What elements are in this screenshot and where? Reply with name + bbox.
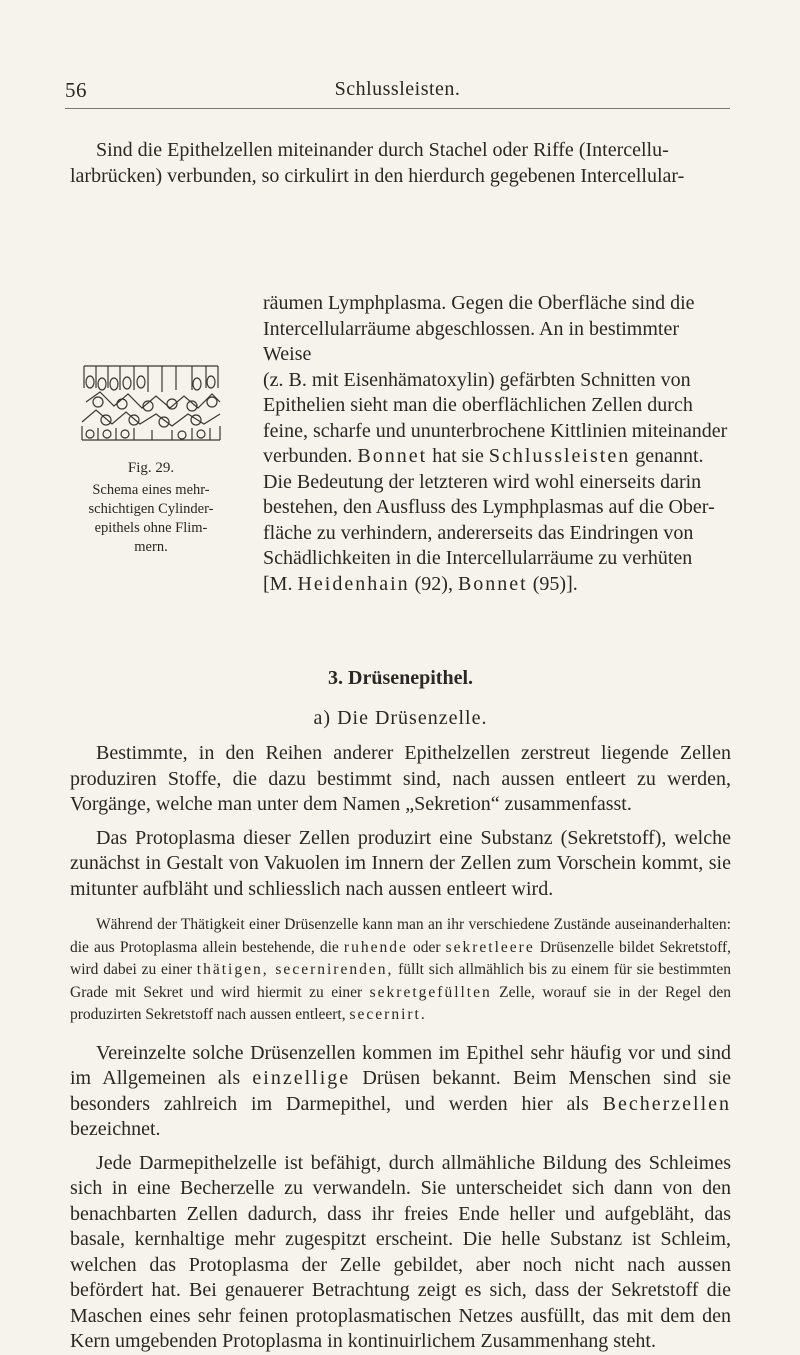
subsection-title: a) Die Drüsenzelle.	[313, 706, 488, 729]
intro-paragraph-wrapped	[263, 291, 731, 597]
page-header	[65, 78, 730, 108]
text-run: [M.	[263, 572, 298, 595]
intro-line: Sind die Epithelzellen miteinander durch Stachel oder Riffe (Intercellu-	[96, 139, 669, 161]
emphasis: Becherzellen	[602, 1092, 731, 1115]
figure-caption-line: schichtigen Cylinder-	[88, 501, 214, 517]
text-run: füllt sich allmählich bis zu einem für sie bestimmten Grade mit Sekret und wird hiermit zu einer	[70, 961, 731, 1001]
running-head: Schlussleisten.	[334, 78, 461, 100]
text-run: Zelle, worauf sie in der Regel den produzirten Sekretstoff nach aussen entleert,	[70, 983, 731, 1023]
emphasis: einzellige	[252, 1067, 351, 1089]
author-name: Heidenhain	[297, 572, 410, 595]
text-run: Während der Thätigkeit einer Drüsenzelle kann man an ihr verschiedene Zustände auseinanderhalten: die aus Protoplasma allein bestehende, die	[70, 916, 731, 956]
text-run: verbunden.	[263, 445, 358, 467]
figure-caption	[76, 481, 226, 557]
small-print-paragraph	[70, 914, 731, 1027]
intro-paragraph-top	[70, 138, 731, 189]
body-paragraph: Das Protoplasma dieser Zellen produzirt eine Substanz (Sekretstoff), welche zunächst in Gestalt von Vakuolen im Innern der Zellen zum Vorschein kommt, sie mitunter aufbläht und schliesslich nach aussen entleert wird.	[70, 826, 731, 900]
text-run: Drüsenzelle bildet Sekretstoff, wird dabei zu einer	[70, 938, 732, 978]
intro-line: Intercellularräume abgeschlossen. An in bestimmter Weise	[263, 317, 679, 365]
emphasis: sekretgefüllten	[369, 983, 492, 1001]
text-run: oder	[407, 938, 446, 956]
body-paragraph: Bestimmte, in den Reihen anderer Epithelzellen zerstreut liegende Zellen produziren Stoffe, die dazu bestimmt sind, nach aussen entleert zu werden, Vorgänge, welche man unter dem Namen „Sekretion“ zusammenfasst.	[70, 742, 731, 815]
intro-line: feine, scharfe und ununterbrochene Kittlinien miteinander	[263, 419, 728, 442]
author-name: Bonnet	[357, 445, 428, 467]
text-run: (92),	[409, 572, 458, 595]
author-name: Bonnet	[457, 572, 528, 595]
text-run: Drüsen bekannt. Beim Menschen sind sie besonders zahlreich im Darmepithel, und werden hier als	[70, 1067, 731, 1115]
header-rule	[65, 108, 730, 109]
intro-line	[263, 572, 731, 598]
figure-caption-line: mern.	[134, 539, 168, 555]
emphasis: secernirt.	[349, 1006, 427, 1023]
intro-line	[263, 444, 731, 470]
text-run: bezeichnet.	[70, 1118, 161, 1140]
text-run: genannt.	[630, 445, 704, 467]
intro-line: (z. B. mit Eisenhämatoxylin) gefärbten Schnitten von	[263, 368, 691, 391]
figure-caption-line: Schema eines mehr-	[92, 482, 210, 498]
epithelium-schema-illustration	[76, 362, 226, 454]
body-paragraph	[70, 1041, 731, 1143]
section-druesenepithel	[70, 666, 731, 1355]
figure-caption-line: epithels ohne Flim-	[94, 520, 208, 536]
body-paragraph: Jede Darmepithelzelle ist befähigt, durch allmähliche Bildung des Schleimes sich in eine Becherzelle zu verwandeln. Sie unterscheidet sich dann von den benachbarten Zellen dadurch, dass ihr freies Ende heller und aufgebläht, das basale, kernhaltige mehr zugespitzt erscheint. Die helle Substanz ist Schleim, welchen das Protoplasma der Zelle gebildet, aber noch nicht nach aussen befördert hat. Bei genauerer Betrachtung zeigt es sich, dass der Sekretstoff die Maschen eines sehr feinen protoplasmatischen Netzes ausfüllt, das mit dem den Kern umgebenden Protoplasma in kontinuirlichem Zusammenhang steht.	[70, 1151, 731, 1352]
emphasis: sekretleere	[445, 938, 535, 956]
intro-line: Die Bedeutung der letzteren wird wohl einerseits darin	[263, 470, 702, 493]
text-run: Vereinzelte solche Drüsenzellen kommen im Epithel sehr häufig vor und sind im Allgemeinen als	[70, 1041, 731, 1089]
intro-line: Schädlichkeiten in die Intercellularräume zu verhüten	[263, 547, 693, 569]
text-run: hat sie	[427, 445, 489, 467]
term-schlussleisten: Schlussleisten	[488, 445, 631, 467]
intro-line: Epithelien sieht man die oberflächlichen Zellen durch	[263, 394, 693, 416]
page-number: 56	[65, 78, 87, 102]
emphasis: ruhende	[343, 938, 408, 956]
figure-label: Fig. 29.	[127, 460, 175, 476]
emphasis: thätigen, secernirenden,	[196, 961, 394, 978]
section-title: 3. Drüsenepithel.	[328, 667, 473, 689]
intro-line: larbrücken) verbunden, so cirkulirt in den hierdurch gegebenen Intercellular-	[70, 164, 685, 187]
intro-line: räumen Lymphplasma. Gegen die Oberfläche sind die	[263, 292, 695, 314]
intro-line: bestehen, den Ausfluss des Lymphplasmas auf die Ober-	[263, 496, 715, 518]
intro-line: fläche zu verhindern, andererseits das Eindringen von	[263, 521, 694, 544]
text-run: (95)].	[527, 572, 578, 595]
figure-29	[76, 362, 226, 557]
